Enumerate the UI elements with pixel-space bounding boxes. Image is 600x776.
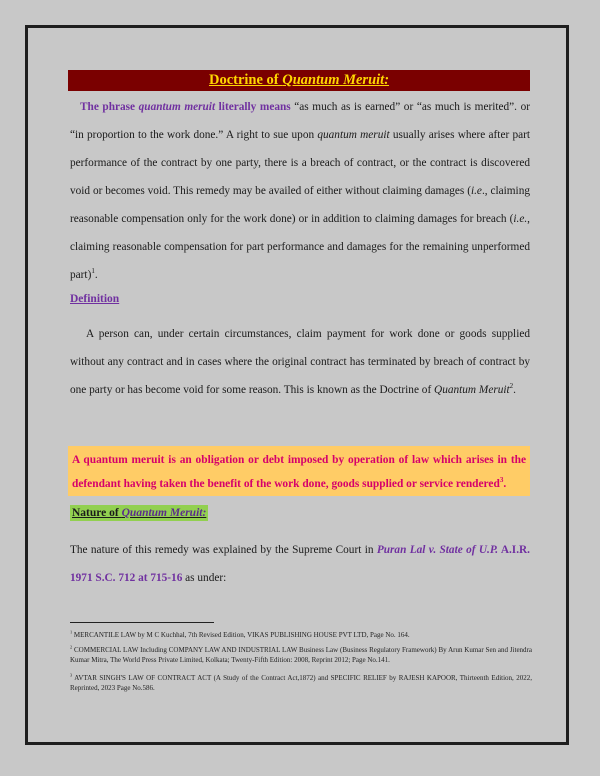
case-citation: A.I.R. 1971 S.C. 712 at 715-16	[70, 544, 531, 584]
intro-text-3: ., claiming reasonable compensation only for the work done) or in addition to claiming damages for breach (	[70, 185, 530, 225]
case-name: Puran Lal v. State of U.P.	[376, 544, 499, 556]
page-title	[68, 70, 530, 91]
intro-lead-b: literally means	[215, 101, 291, 113]
intro-italic-1: quantum meruit	[317, 129, 390, 141]
footnote-ref-3[interactable]: 3	[499, 476, 504, 485]
intro-italic-2: i.e	[470, 185, 482, 197]
definition-italic: Quantum Meruit	[434, 384, 510, 396]
paragraph-definition	[70, 320, 530, 404]
footnote-ref-1[interactable]: 1	[91, 267, 95, 276]
nature-end: as under:	[182, 572, 227, 584]
intro-end: .	[94, 269, 98, 281]
paragraph-nature	[70, 536, 530, 592]
nature-text: The nature of this remedy was explained by the Supreme Court in	[70, 544, 377, 556]
footnote-text: MERCANTILE LAW by M C Kuchhal, 7th Revised Edition, VIKAS PUBLISHING HOUSE PVT LTD, Page No. 164.	[72, 631, 410, 639]
paragraph-intro	[70, 93, 530, 289]
highlight-text: A quantum meruit is an obligation or debt imposed by operation of law which arises in the defendant having taken the benefit of the work done, goods supplied or service rendered	[72, 454, 526, 490]
highlight-box	[68, 446, 530, 496]
footnote-text: AVTAR SINGH'S LAW OF CONTRACT ACT (A Study of the Contract Act,1872) and SPECIFIC RELIEF by RAJESH KAPOOR, Thirteenth Edition, 2022, Reprinted, 2023 Page No.586.	[70, 674, 532, 692]
definition-text: A person can, under certain circumstances, claim payment for work done or goods supplied without any contract and in cases where the original contract has terminated by breach of contract by one party or has become void for some reason. This is known as the Doctrine of	[70, 328, 530, 396]
footnote-divider	[70, 622, 214, 623]
footnote-ref-2[interactable]: 2	[509, 382, 514, 391]
title-italic: Quantum Meruit:	[282, 72, 390, 88]
intro-text-2: usually arises where after part performance of the contract by one party, there is a breach of contract, or the contract is discovered void or becomes void. This remedy may be availed of either without claiming damages (	[70, 129, 531, 197]
footnote-3	[70, 673, 532, 693]
nature-heading	[70, 505, 208, 521]
nature-italic: Quantum Meruit:	[121, 507, 207, 519]
intro-italic-3: i.e.	[513, 213, 528, 225]
definition-end: .	[513, 384, 516, 396]
intro-text-4: , claiming reasonable compensation for part performance and damages for the remaining unperformed part)	[70, 213, 530, 281]
nature-prefix: Nature of	[72, 507, 122, 519]
intro-lead-italic: quantum meruit	[138, 101, 216, 113]
highlight-end: .	[503, 478, 507, 490]
footnote-1	[70, 630, 532, 640]
footnote-text: COMMERCIAL LAW Including COMPANY LAW AND INDUSTRIAL LAW Business Law (Business Regulatory Framework) By Arun Kumar Sen and Jitendra Kumar Mitra, The World Press Private Limited, Kolkata; Twenty-Fifth Edition: 2008, Reprint 2012; Page No.141.	[70, 646, 532, 664]
intro-text-1: “as much as is earned” or “as much is merited”. or “in proportion to the work done.” A right to sue upon	[70, 101, 530, 141]
intro-lead-a: The phrase	[80, 101, 139, 113]
footnote-num: 3	[70, 672, 73, 678]
title-prefix: Doctrine of	[208, 72, 283, 88]
definition-heading: Definition	[70, 293, 120, 305]
footnote-2	[70, 645, 532, 665]
footnote-num: 2	[70, 644, 73, 650]
footnote-num: 1	[70, 629, 73, 635]
